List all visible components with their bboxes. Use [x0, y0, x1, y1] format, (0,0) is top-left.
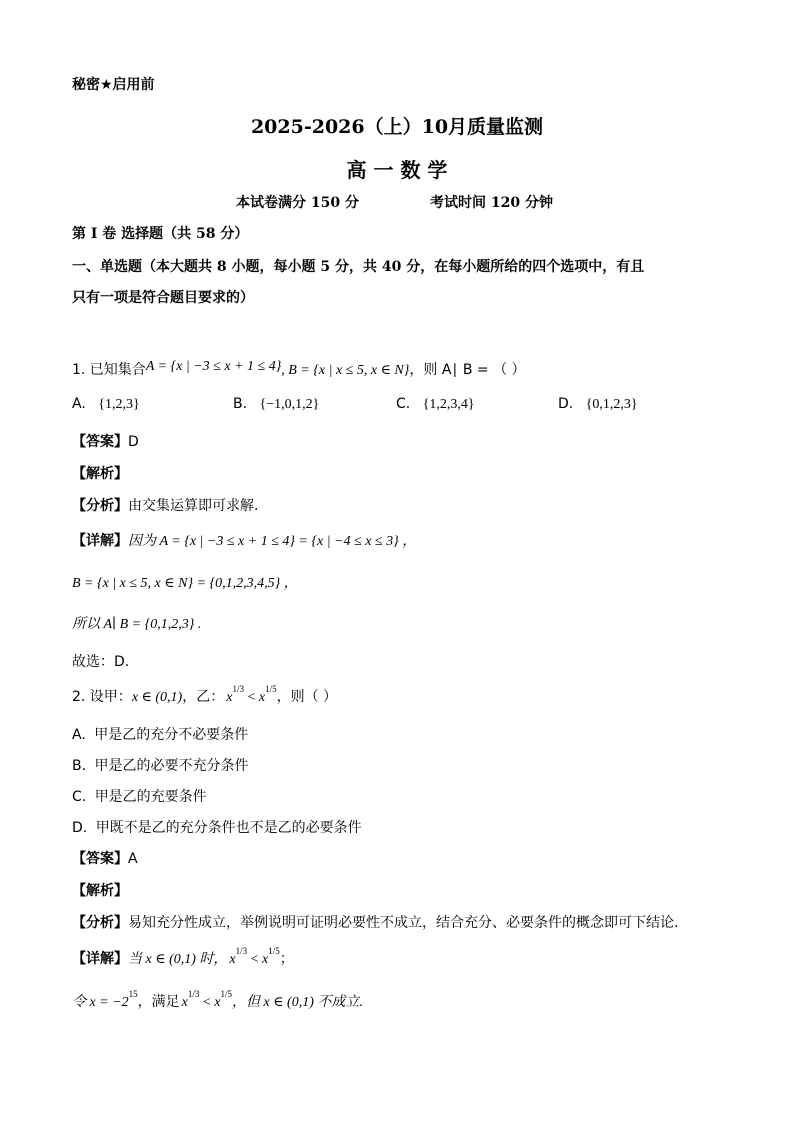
option-text: {1,2,3}: [98, 397, 140, 412]
option-text: 甲既不是乙的充分条件也不是乙的必要条件: [95, 820, 362, 836]
answer-tag: 【答案】: [72, 851, 128, 867]
lt-sign: <: [250, 952, 259, 967]
option-text: 甲是乙的必要不充分条件: [94, 758, 249, 774]
q2-detail2-inequality: [181, 989, 232, 1010]
q1-conclusion: 故选：D.: [72, 654, 130, 670]
exp-num: 1: [268, 946, 273, 956]
q1-stem: [72, 359, 526, 379]
exp-1-5: 1/5: [265, 684, 277, 694]
section-instruction-line2: 只有一项是符合题目要求的）: [72, 290, 254, 306]
fenxi-tag: 【分析】: [72, 915, 128, 931]
q1-answer: [72, 431, 139, 451]
option-text: {0,1,2,3}: [585, 397, 638, 412]
exp-den: 3: [242, 946, 248, 956]
q1-analysis-tag: 【解析】: [72, 466, 128, 482]
lt-sign: <: [247, 690, 256, 705]
exp-den: 5: [272, 684, 277, 694]
exp-1-3: 1/3: [235, 946, 248, 956]
exp-num: 1: [265, 684, 270, 694]
answer-value: D: [128, 434, 139, 450]
option-letter: D.: [558, 396, 574, 412]
exp-num: 1: [235, 946, 241, 956]
section-instruction-line1: 一、单选题（本大题共 8 小题，每小题 5 分，共 40 分，在每小题所给的四个选项中，有且: [72, 259, 645, 275]
q2-detail-1: [72, 948, 294, 968]
q2-inequality: [226, 684, 277, 705]
q2-stem-prefix: 2. 设甲：: [72, 689, 132, 705]
exp-den: 5: [227, 989, 232, 999]
q1-option-b: [233, 396, 319, 413]
answer-tag: 【答案】: [72, 434, 128, 450]
option-letter: A.: [72, 727, 86, 743]
option-text: {1,2,3,4}: [422, 397, 475, 412]
xiangjie-tag: 【详解】: [72, 533, 128, 549]
q2-answer: [72, 848, 138, 868]
detail-text: 当 x ∈ (0,1) 时，: [128, 952, 228, 967]
q2-fenxi: [72, 912, 678, 932]
q2-stem: [72, 686, 337, 706]
q1-set-b: , B = {x | x ≤ 5, x ∈ N}: [281, 363, 410, 378]
exam-title: 2025-2026（上）10月质量监测: [250, 116, 544, 138]
exp-den: 3: [194, 989, 200, 999]
option-letter: B.: [233, 396, 248, 412]
q2-detail-2: [72, 991, 363, 1011]
detail-suffix: ；: [279, 951, 294, 967]
exp-1-3: 1/3: [232, 684, 244, 694]
exp-den: 3: [239, 684, 244, 694]
exp-num: 1: [187, 989, 193, 999]
q2-analysis-tag: 【解析】: [72, 883, 128, 899]
option-letter: C.: [72, 789, 87, 805]
fenxi-text: 易知充分性成立，举例说明可证明必要性不成立，结合充分、必要条件的概念即可下结论.: [128, 915, 679, 931]
option-letter: A.: [72, 396, 86, 412]
lt-sign: <: [202, 995, 211, 1010]
exp-base: x: [226, 690, 233, 705]
q2-detail-inequality: [229, 946, 280, 967]
time-limit: 考试时间 120 分钟: [430, 195, 553, 211]
q2-option-d: [72, 817, 362, 837]
exp-base: x: [262, 952, 269, 967]
option-letter: C.: [396, 396, 411, 412]
exp-1-5: 1/5: [268, 946, 280, 956]
subject-title: 高 一 数 学: [346, 158, 448, 182]
q2-stem-suffix: ，则（ ）: [276, 689, 338, 705]
option-letter: D.: [72, 820, 88, 836]
option-letter: B.: [72, 758, 87, 774]
q1-option-d: [558, 396, 638, 413]
detail-suffix: ，但 x ∈ (0,1) 不成立.: [231, 995, 363, 1010]
answer-value: A: [128, 851, 138, 867]
option-text: 甲是乙的充要条件: [94, 789, 207, 805]
xiangjie-tag: 【详解】: [72, 951, 128, 967]
q1-stem-prefix: 1. 已知集合: [72, 362, 146, 378]
q1-set-a: A = {x | −3 ≤ x + 1 ≤ 4}: [145, 359, 282, 374]
exp-base: x: [181, 995, 188, 1010]
q1-detail-3: 所以 A∣ B = {0,1,2,3} .: [72, 617, 202, 632]
detail-mid: ，满足: [137, 994, 180, 1010]
option-text: 甲是乙的充分不必要条件: [94, 727, 249, 743]
exp-1-3: 1/3: [187, 989, 200, 999]
q1-stem-suffix: ，则 A∣ B = （ ）: [409, 362, 526, 378]
exp-den: 5: [275, 946, 280, 956]
option-text: {−1,0,1,2}: [259, 397, 320, 412]
q2-yi-label: ，乙：: [182, 689, 225, 705]
exp-base: x: [214, 995, 221, 1010]
q1-fenxi: [72, 495, 258, 515]
exp-num: 1: [220, 989, 225, 999]
exp-base: x: [258, 690, 266, 705]
detail-text: 令 x = −2: [72, 995, 129, 1010]
part-title: 第 I 卷 选择题（共 58 分）: [72, 226, 249, 242]
full-score: 本试卷满分 150 分: [236, 195, 359, 211]
fenxi-text: 由交集运算即可求解.: [128, 498, 259, 514]
q1-detail-2: B = {x | x ≤ 5, x ∈ N} = {0,1,2,3,4,5} ，: [72, 576, 298, 591]
q1-option-a: [72, 396, 140, 413]
detail-exp: 15: [128, 989, 138, 999]
detail-text: 因为 A = {x | −3 ≤ x + 1 ≤ 4} = {x | −4 ≤ x ≤ 3} ，: [128, 534, 417, 549]
exp-base: x: [229, 952, 236, 967]
q1-detail-1: [72, 530, 416, 550]
q2-option-a: [72, 724, 248, 744]
q2-jia: x ∈ (0,1): [131, 690, 183, 705]
q1-option-c: [396, 396, 475, 413]
fenxi-tag: 【分析】: [72, 498, 128, 514]
q2-option-c: [72, 786, 207, 806]
exp-num: 1: [232, 684, 237, 694]
secret-label: 秘密★启用前: [72, 77, 155, 93]
exp-1-5: 1/5: [220, 989, 232, 999]
q2-option-b: [72, 755, 249, 775]
